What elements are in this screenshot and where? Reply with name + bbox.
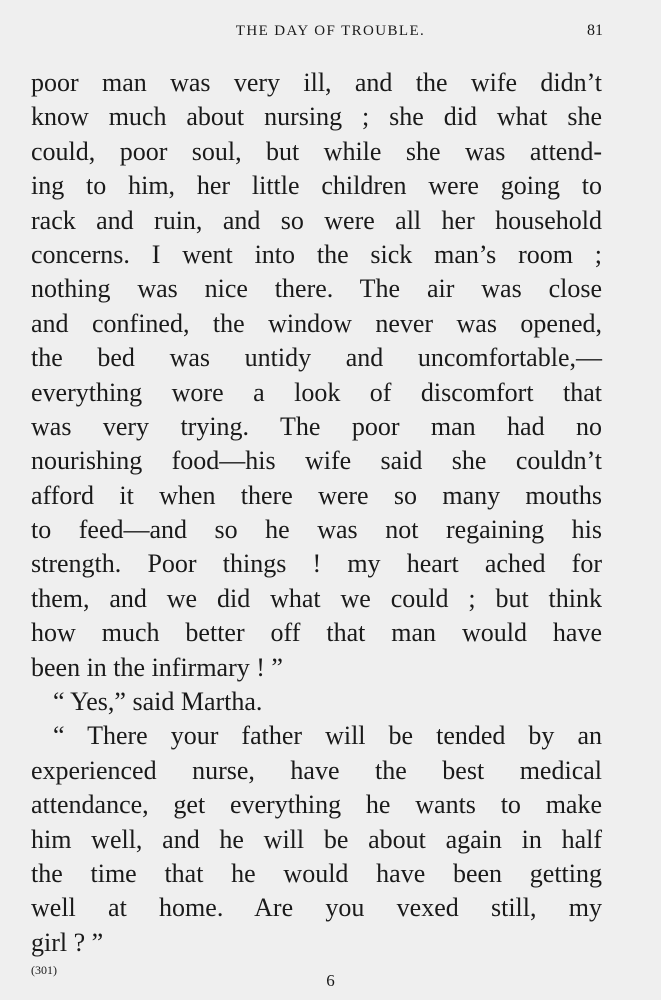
text-line: the bed was untidy and uncomfortable,— xyxy=(31,343,602,373)
text-line: the time that he would have been getting xyxy=(31,858,602,888)
text-line: “ Yes,” said Martha. xyxy=(53,687,263,717)
sheet-folio: 6 xyxy=(326,971,335,990)
text-line: experienced nurse, have the best medical xyxy=(31,755,602,785)
text-line: strength. Poor things ! my heart ached for xyxy=(31,549,602,579)
text-line: rack and ruin, and so were all her household xyxy=(31,205,602,235)
running-head-page-number: 81 xyxy=(587,22,603,39)
running-head-title: THE DAY OF TROUBLE. xyxy=(235,23,426,39)
text-line: poor man was very ill, and the wife didn’t xyxy=(31,68,602,97)
text-line: attendance, get everything he wants to make xyxy=(31,790,602,820)
text-line: “ There your father will be tended by an xyxy=(53,721,602,751)
text-line: girl ? ” xyxy=(31,927,104,957)
text-line: been in the infirmary ! ” xyxy=(31,652,283,682)
text-line: him well, and he will be about again in half xyxy=(31,824,602,854)
text-line: was very trying. The poor man had no xyxy=(31,411,602,441)
body-text xyxy=(31,66,602,960)
text-line: nourishing food—his wife said she couldn’t xyxy=(31,446,602,476)
running-head xyxy=(0,18,661,44)
text-line: afford it when there were so many mouths xyxy=(31,480,602,510)
text-line: know much about nursing ; she did what she xyxy=(31,102,602,132)
text-line: could, poor soul, but while she was attend- xyxy=(31,136,602,166)
text-line: everything wore a look of discomfort that xyxy=(31,377,602,407)
text-line: and confined, the window never was opened, xyxy=(31,308,602,338)
printer-signature: (301) xyxy=(31,963,57,977)
text-line: to feed—and so he was not regaining his xyxy=(31,515,602,545)
text-line: concerns. I went into the sick man’s room ; xyxy=(31,239,602,269)
text-line: nothing was nice there. The air was close xyxy=(31,274,602,304)
text-line: how much better off that man would have xyxy=(31,618,602,648)
text-line: them, and we did what we could ; but think xyxy=(31,583,602,613)
text-line: well at home. Are you vexed still, my xyxy=(31,893,602,923)
text-line: ing to him, her little children were going to xyxy=(31,171,602,201)
